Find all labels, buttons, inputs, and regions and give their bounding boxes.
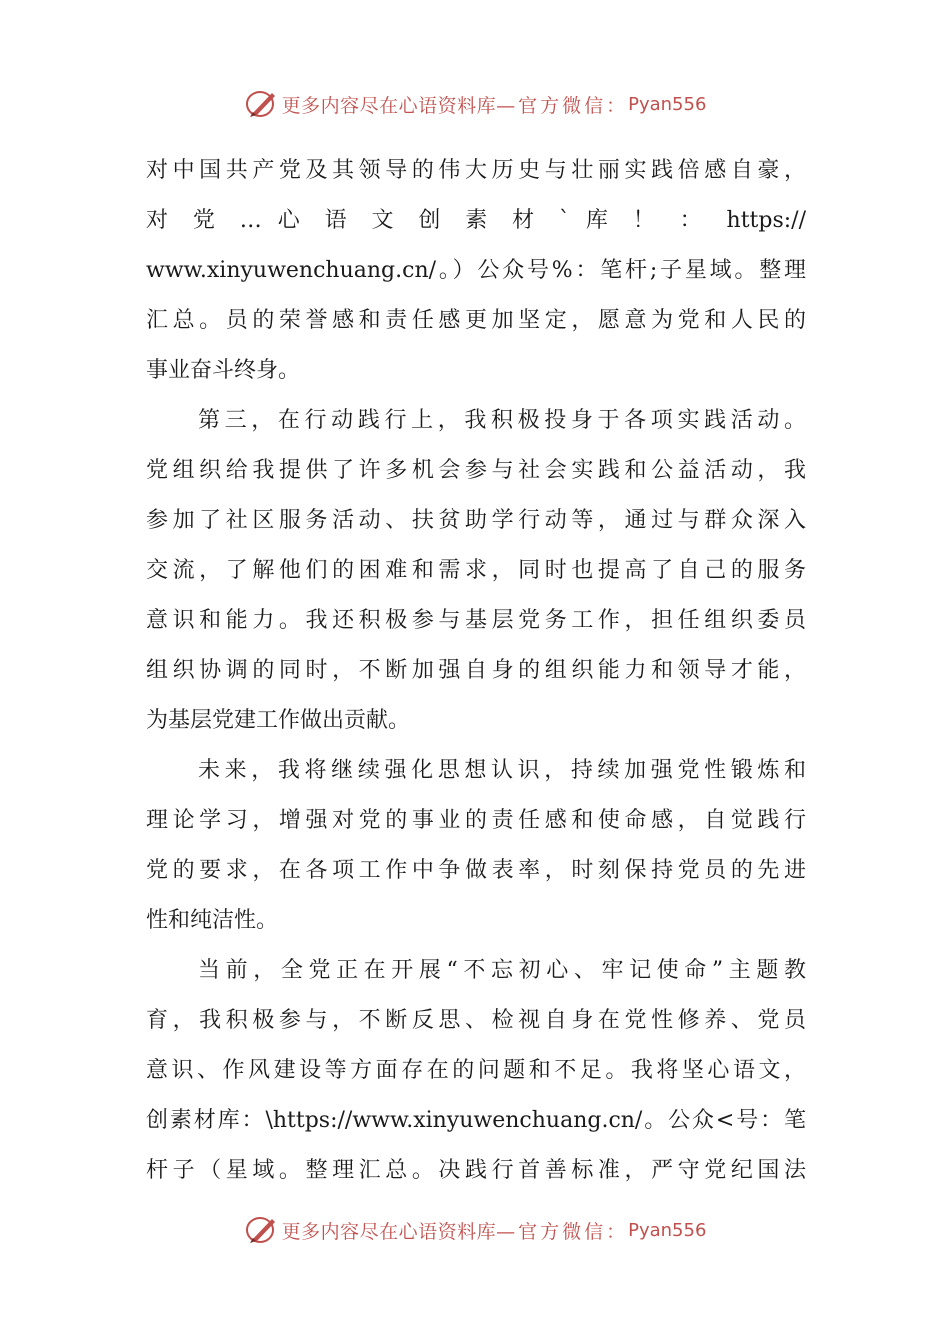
paragraph-start-line: 当前，全党正在开展“不忘初心、牢记使命”主题教 [198, 958, 806, 983]
text-line: 为基层党建工作做出贡献。 [146, 708, 411, 733]
text-line: 党组织给我提供了许多机会参与社会实践和公益活动，我 [146, 458, 806, 483]
watermark-text: 更多内容尽在心语资料库 [281, 94, 497, 117]
text-line: 杆子（星域。整理汇总。决践行首善标准，严守党纪国法 [146, 1158, 806, 1183]
paragraph-start-line: 未来，我将继续强化思想认识，持续加强党性锻炼和 [198, 758, 806, 783]
paragraph-start-line: 第三，在行动践行上，我积极投身于各项实践活动。 [198, 408, 806, 433]
text-line: 创素材库：\https://www.xinyuwenchuang.cn/。公众<号：笔 [146, 1108, 806, 1133]
watermark-wechat-label: —官方微信： [496, 94, 629, 117]
quill-pen-logo-icon [244, 87, 280, 121]
text-line: 育，我积极参与，不断反思、检视自身在党性修养、党员 [146, 1008, 806, 1033]
text-line: 参加了社区服务活动、扶贫助学行动等，通过与群众深入 [146, 508, 806, 533]
text-line: 交流，了解他们的困难和需求，同时也提高了自己的服务 [146, 558, 806, 583]
watermark-text: 更多内容尽在心语资料库 [281, 1220, 497, 1243]
text-line: 性和纯洁性。 [146, 908, 279, 933]
text-line: 理论学习，增强对党的事业的责任感和使命感，自觉践行 [146, 808, 806, 833]
quill-pen-logo-icon [244, 1213, 280, 1247]
text-line: 意识、作风建设等方面存在的问题和不足。我将坚心语文， [146, 1058, 806, 1083]
text-line: 意识和能力。我还积极参与基层党务工作，担任组织委员 [146, 608, 806, 633]
text-line: 对中国共产党及其领导的伟大历史与壮丽实践倍感自豪， [146, 158, 806, 183]
footer-watermark [0, 1210, 950, 1250]
document-body [146, 146, 806, 1196]
text-line: 党的要求，在各项工作中争做表率，时刻保持党员的先进 [146, 858, 806, 883]
watermark-wechat-label: —官方微信： [496, 1220, 629, 1243]
header-watermark [0, 84, 950, 124]
text-line: www.xinyuwenchuang.cn/。）公众号%：笔杆;子星域。整理 [146, 258, 806, 283]
watermark-wechat-id: Pyan556 [628, 1219, 707, 1241]
watermark-wechat-id: Pyan556 [628, 93, 707, 115]
text-line: 事业奋斗终身。 [146, 358, 301, 383]
text-line: 汇总。员的荣誉感和责任感更加坚定，愿意为党和人民的 [146, 308, 806, 333]
text-line: 组织协调的同时，不断加强自身的组织能力和领导才能， [146, 658, 806, 683]
text-line: 对 党 … 心 语 文 创 素 材 ` 库 ！ ： https:// [146, 208, 806, 233]
